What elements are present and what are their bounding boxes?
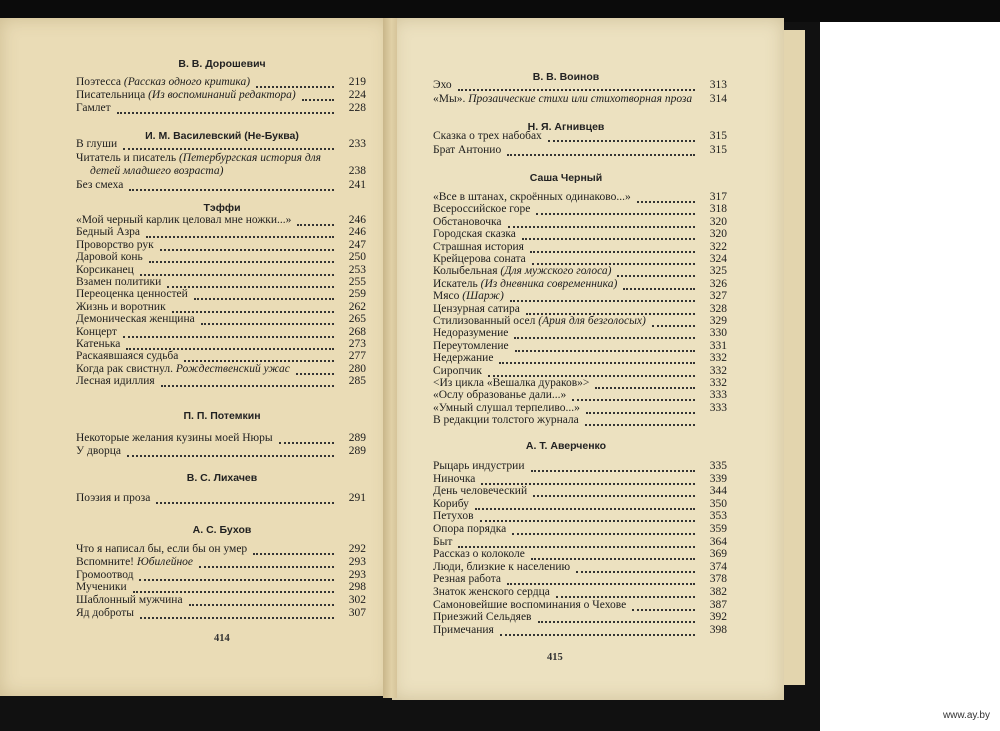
entry-page-number: 291 xyxy=(348,492,366,504)
entry-page-number: 332 xyxy=(709,364,727,377)
author-heading: А. С. Бухов xyxy=(192,524,252,536)
dot-leader xyxy=(167,276,334,288)
entry-subtitle: Юбилейное xyxy=(136,555,194,568)
entry-page-number: 277 xyxy=(348,350,366,363)
toc-entry-title[interactable] xyxy=(433,460,525,473)
toc-entry-title[interactable] xyxy=(76,276,161,289)
dot-leader xyxy=(500,624,695,636)
entry-page-number: 289 xyxy=(348,432,366,444)
entry-title: Ниночка xyxy=(433,472,476,485)
toc-entry-title[interactable] xyxy=(76,350,178,363)
dot-leader xyxy=(189,594,334,606)
toc-entry-title[interactable] xyxy=(76,375,155,388)
dot-leader xyxy=(279,432,334,444)
entry-page-number: 315 xyxy=(709,130,727,142)
entry-title: Громоотвод xyxy=(76,568,134,581)
entry-title: Переоценка ценностей xyxy=(76,288,188,301)
dot-leader xyxy=(129,179,334,191)
entry-page-number: 398 xyxy=(709,623,727,636)
toc-entry-title[interactable] xyxy=(433,611,532,624)
author-heading: Саша Черный xyxy=(529,172,603,184)
toc-entry-title[interactable] xyxy=(433,377,589,390)
book-gutter xyxy=(383,18,397,698)
toc-entry-title[interactable] xyxy=(433,548,525,561)
dot-leader xyxy=(297,214,334,226)
dot-leader xyxy=(617,265,695,277)
toc-entry-title[interactable] xyxy=(76,363,290,376)
dot-leader xyxy=(140,264,334,276)
toc-entry-title[interactable] xyxy=(76,581,127,594)
toc-entry-title[interactable] xyxy=(433,228,516,241)
toc-entry-title[interactable] xyxy=(433,303,520,316)
toc-entry-title[interactable] xyxy=(433,130,542,143)
dot-leader xyxy=(510,290,695,302)
toc-entry-title[interactable] xyxy=(433,473,475,486)
toc-entry-title[interactable] xyxy=(433,278,617,291)
dot-leader xyxy=(515,340,695,352)
entry-title: Знаток женского сердца xyxy=(433,586,550,598)
watermark: www.ay.by xyxy=(942,710,990,721)
toc-entry-title[interactable] xyxy=(433,536,452,549)
entry-page-number: 320 xyxy=(709,215,727,228)
toc-entry-title[interactable] xyxy=(76,264,134,277)
dot-leader xyxy=(127,445,334,457)
entry-title: Колыбельная xyxy=(433,265,498,278)
entry-page-number: 329 xyxy=(709,315,727,327)
entry-page-number: 392 xyxy=(709,611,727,624)
entry-title: Самоновейшие воспоминания о Чехове xyxy=(433,598,627,611)
entry-page-number: 250 xyxy=(348,251,366,264)
dot-leader xyxy=(458,79,695,91)
author-heading: В. С. Лихачев xyxy=(186,472,258,484)
entry-page-number: 292 xyxy=(348,543,366,555)
entry-page-number: 328 xyxy=(709,302,727,315)
entry-page-number: 335 xyxy=(709,460,727,472)
dot-leader xyxy=(572,389,695,401)
entry-title: Корсиканец xyxy=(76,263,134,276)
entry-page-number: 268 xyxy=(348,325,366,338)
entry-page-number: 339 xyxy=(709,472,727,485)
entry-title: «Мы». xyxy=(433,92,466,105)
entry-title: Рыцарь индустрии xyxy=(433,460,525,472)
entry-page-number: 255 xyxy=(348,276,366,288)
entry-page-number: 313 xyxy=(709,79,727,91)
author-heading: П. П. Потемкин xyxy=(183,410,261,422)
dot-leader xyxy=(123,326,334,338)
dot-leader xyxy=(538,611,696,623)
entry-page-number: 307 xyxy=(348,607,366,619)
entry-title: Петухов xyxy=(433,510,474,523)
entry-page-number: 382 xyxy=(709,586,727,598)
toc-entry-title[interactable] xyxy=(76,301,166,314)
entry-page-number: 387 xyxy=(709,598,727,611)
entry-title: День человеческий xyxy=(433,485,528,498)
dot-leader xyxy=(480,510,695,522)
entry-title: Недержание xyxy=(433,352,494,365)
entry-page-number: 293 xyxy=(348,568,366,581)
entry-title: Бедный Азра xyxy=(76,226,141,239)
toc-entry-title[interactable] xyxy=(433,365,482,378)
dot-leader xyxy=(623,278,695,290)
toc-entry-title[interactable] xyxy=(76,338,120,351)
entry-page-number: 246 xyxy=(348,226,366,239)
entry-page-number: 325 xyxy=(709,265,727,278)
entry-page-number: 364 xyxy=(709,535,727,548)
dot-leader xyxy=(201,313,334,325)
toc-entry-title[interactable] xyxy=(76,179,123,192)
entry-title: Искатель xyxy=(433,277,478,290)
entry-title: Поэтесса xyxy=(76,76,122,88)
entry-page-number: 332 xyxy=(709,352,727,365)
entry-title: Писательница xyxy=(76,88,146,101)
entry-page-number: 333 xyxy=(709,389,727,402)
entry-page-number: 219 xyxy=(348,76,366,88)
entry-page-number: 320 xyxy=(709,228,727,241)
toc-entry-title[interactable] xyxy=(433,203,530,216)
toc-entry-title[interactable] xyxy=(433,191,631,204)
entry-page-number: 262 xyxy=(348,300,366,313)
toc-entry-title[interactable] xyxy=(433,315,646,328)
toc-entry-title[interactable] xyxy=(76,313,195,326)
toc-entry-title[interactable] xyxy=(76,556,193,569)
dot-leader xyxy=(499,352,695,364)
toc-entry-title[interactable] xyxy=(433,389,566,402)
entry-title: Некоторые желания кузины моей Нюры xyxy=(76,432,273,444)
dot-leader xyxy=(508,216,695,228)
entry-title: Яд доброты xyxy=(76,607,134,619)
entry-title: Лесная идиллия xyxy=(76,375,155,388)
toc-entry-title[interactable] xyxy=(76,326,117,339)
entry-page-number: 322 xyxy=(709,240,727,253)
toc-entry-title[interactable] xyxy=(433,561,570,574)
dot-leader xyxy=(514,327,695,339)
toc-entry-title[interactable] xyxy=(76,492,150,505)
entry-page-number: 273 xyxy=(348,338,366,350)
entry-page-number: 330 xyxy=(709,327,727,340)
entry-page-number: 265 xyxy=(348,313,366,326)
entry-page-number: 317 xyxy=(709,191,727,203)
entry-subtitle: (Петербургская история для xyxy=(178,151,322,164)
dot-leader xyxy=(149,251,334,263)
dot-leader xyxy=(302,89,334,101)
toc-entry-title[interactable] xyxy=(76,569,133,582)
toc-entry-title[interactable] xyxy=(433,265,611,278)
entry-title: Крейцерова соната xyxy=(433,253,526,265)
entry-page-number: 374 xyxy=(709,560,727,573)
entry-title: В глуши xyxy=(76,138,118,150)
entry-title: В редакции толстого журнала xyxy=(433,414,579,427)
entry-page-number: 253 xyxy=(348,263,366,276)
dot-leader xyxy=(184,350,334,362)
toc-entry-title[interactable] xyxy=(433,144,501,157)
entry-subtitle: (Из дневника современника) xyxy=(480,277,618,290)
entry-title: Вспомните! xyxy=(76,555,135,568)
entry-page-number: 350 xyxy=(709,497,727,510)
toc-entry-title[interactable] xyxy=(76,239,154,252)
dot-leader xyxy=(522,228,695,240)
dot-leader xyxy=(530,241,695,253)
entry-title: Демоническая женщина xyxy=(76,313,195,326)
entry-page-number: 224 xyxy=(348,88,366,101)
dot-leader xyxy=(576,561,695,573)
page-number: 415 xyxy=(547,652,563,663)
toc-entry-title[interactable] xyxy=(433,241,524,254)
dot-leader xyxy=(556,586,695,598)
entry-page-number: 228 xyxy=(348,101,366,114)
toc-entry-title[interactable] xyxy=(433,402,580,415)
entry-title: Обстановочка xyxy=(433,215,502,228)
entry-title: Мученики xyxy=(76,581,127,594)
toc-entry-title[interactable] xyxy=(76,102,111,115)
entry-page-number: 238 xyxy=(348,165,366,177)
entry-subtitle: (Шарж) xyxy=(462,290,504,303)
entry-title: «Мой черный карлик целовал мне ножки...» xyxy=(76,214,292,226)
toc-entry-title[interactable] xyxy=(433,523,506,536)
entry-subtitle: (Из воспоминаний редактора) xyxy=(148,88,296,101)
entry-page-number: 298 xyxy=(348,581,366,594)
entry-title: Раскаявшаяся судьба xyxy=(76,350,179,363)
toc-entry-title[interactable] xyxy=(433,253,526,266)
dot-leader xyxy=(156,492,334,504)
entry-title: Приезжий Сельдяев xyxy=(433,611,532,624)
entry-subtitle: Прозаические стихи или стихотворная проза xyxy=(468,92,693,105)
entry-title: У дворца xyxy=(76,445,121,458)
dot-leader xyxy=(488,365,695,377)
entry-title: Примечания xyxy=(433,623,494,636)
dot-leader xyxy=(526,303,695,315)
dot-leader xyxy=(475,498,695,510)
entry-title: Что я написал бы, если бы он умер xyxy=(76,543,248,555)
toc-entry-title[interactable] xyxy=(433,599,626,612)
toc-entry-title[interactable] xyxy=(76,138,117,151)
toc-entry-title[interactable] xyxy=(433,216,502,229)
dot-leader xyxy=(194,288,334,300)
entry-title: Цензурная сатира xyxy=(433,302,520,315)
toc-entry-title[interactable] xyxy=(76,89,296,102)
toc-entry-title[interactable] xyxy=(433,586,550,599)
entry-page-number: 246 xyxy=(348,214,366,226)
toc-entry-title[interactable] xyxy=(76,152,321,165)
author-heading: В. В. Воинов xyxy=(532,71,600,83)
entry-page-number: 314 xyxy=(709,92,727,105)
toc-entry-title[interactable] xyxy=(433,573,501,586)
dot-leader xyxy=(123,138,334,150)
toc-entry-title[interactable] xyxy=(433,340,509,353)
dot-leader xyxy=(532,253,695,265)
toc-entry-title[interactable] xyxy=(76,76,250,89)
dot-leader xyxy=(117,102,334,114)
toc-entry-continuation: детей младшего возраста) xyxy=(90,165,224,177)
entry-title: Мясо xyxy=(433,290,460,303)
entry-page-number: 280 xyxy=(348,362,366,375)
dot-leader xyxy=(133,581,334,593)
dot-leader xyxy=(632,599,695,611)
entry-title: Концерт xyxy=(76,325,117,338)
entry-title: Брат Антонио xyxy=(433,143,502,156)
entry-subtitle: Рождественский ужас xyxy=(175,362,290,375)
entry-page-number: 233 xyxy=(348,138,366,150)
entry-title: Недоразумение xyxy=(433,327,509,340)
entry-title: Резная работа xyxy=(433,573,502,586)
entry-title: Поэзия и проза xyxy=(76,492,151,504)
dot-leader xyxy=(595,377,695,389)
dot-leader xyxy=(256,76,334,88)
entry-title: «Все в штанах, скроённых одинаково...» xyxy=(433,191,631,203)
dot-leader xyxy=(531,460,696,472)
entry-page-number: 285 xyxy=(348,375,366,388)
toc-entry-title[interactable] xyxy=(433,79,452,92)
entry-title: <Из цикла «Вешалка дураков»> xyxy=(433,377,590,389)
entry-title: Читатель и писатель xyxy=(76,151,177,164)
entry-title: Корибу xyxy=(433,497,469,510)
dot-leader xyxy=(531,548,695,560)
entry-title: Рассказ о колоколе xyxy=(433,548,525,561)
dot-leader xyxy=(507,573,695,585)
dot-leader xyxy=(585,414,695,426)
dot-leader xyxy=(126,338,334,350)
entry-subtitle: (Ария для безголосых) xyxy=(538,315,646,327)
toc-entry-title[interactable] xyxy=(76,594,183,607)
toc-entry-title[interactable] xyxy=(76,607,134,620)
entry-title: Всероссийское горе xyxy=(433,203,531,216)
dot-leader xyxy=(458,536,695,548)
entry-title: «Умный слушал терпеливо...» xyxy=(433,401,580,414)
dot-leader xyxy=(161,375,334,387)
entry-title: Без смеха xyxy=(76,178,124,191)
entry-page-number: 344 xyxy=(709,485,727,498)
dot-leader xyxy=(160,239,334,251)
entry-title: Переутомление xyxy=(433,339,509,352)
toc-entry-title[interactable] xyxy=(76,445,121,458)
entry-page-number: 369 xyxy=(709,548,727,561)
toc-entry-title[interactable] xyxy=(433,327,508,340)
author-heading: А. Т. Аверченко xyxy=(525,440,607,452)
dot-leader xyxy=(652,315,695,327)
toc-entry-title[interactable] xyxy=(76,226,140,239)
dot-leader xyxy=(586,402,695,414)
entry-title: Быт xyxy=(433,535,453,548)
dot-leader xyxy=(548,130,695,142)
toc-entry-title[interactable] xyxy=(433,352,493,365)
entry-title: Взамен политики xyxy=(76,276,162,288)
entry-title: Жизнь и воротник xyxy=(76,300,166,313)
entry-subtitle: (Рассказ одного критика) xyxy=(123,76,251,88)
entry-page-number: 331 xyxy=(709,339,727,352)
author-heading: В. В. Дорошевич xyxy=(178,58,266,70)
dot-leader xyxy=(296,363,334,375)
toc-entry-title[interactable] xyxy=(76,288,188,301)
toc-entry-title[interactable] xyxy=(76,251,143,264)
entry-title: Даровой конь xyxy=(76,251,143,264)
dot-leader xyxy=(507,144,695,156)
entry-page-number: 324 xyxy=(709,253,727,265)
entry-page-number: 293 xyxy=(348,555,366,568)
dot-leader xyxy=(536,203,695,215)
dot-leader xyxy=(139,569,334,581)
entry-title: Катенька xyxy=(76,338,121,350)
toc-entry-title[interactable] xyxy=(433,290,504,303)
entry-page-number: 315 xyxy=(709,143,727,156)
entry-page-number: 241 xyxy=(348,178,366,191)
entry-subtitle: (Для мужского голоса) xyxy=(500,265,612,278)
entry-title: Сказка о трех набобах xyxy=(433,130,542,142)
entry-page-number: 302 xyxy=(348,594,366,607)
entry-page-number: 247 xyxy=(348,238,366,251)
author-heading: Тэффи xyxy=(203,202,241,214)
dot-leader xyxy=(533,485,695,497)
dot-leader xyxy=(512,523,695,535)
entry-title: Опора порядка xyxy=(433,523,507,535)
dot-leader xyxy=(172,301,334,313)
entry-title: «Ослу образованье дали...» xyxy=(433,389,567,402)
entry-page-number: 333 xyxy=(709,401,727,414)
entry-page-number: 259 xyxy=(348,288,366,301)
page-number: 414 xyxy=(214,633,230,644)
entry-page-number: 378 xyxy=(709,573,727,586)
entry-page-number: 332 xyxy=(709,377,727,389)
entry-page-number: 327 xyxy=(709,290,727,303)
dot-leader xyxy=(199,556,334,568)
entry-title: Стилизованный осел xyxy=(433,315,536,327)
toc-entry-title[interactable] xyxy=(433,485,527,498)
entry-title: Люди, близкие к населению xyxy=(433,560,571,573)
toc-entry-title[interactable] xyxy=(76,214,291,227)
toc-entry-title[interactable] xyxy=(433,498,469,511)
entry-title: Шаблонный мужчина xyxy=(76,594,183,607)
dot-leader xyxy=(140,607,334,619)
entry-page-number: 318 xyxy=(709,203,727,216)
entry-title: Гамлет xyxy=(76,101,111,114)
entry-title: Когда рак свистнул. xyxy=(76,362,173,375)
dot-leader xyxy=(253,543,334,555)
entry-page-number: 359 xyxy=(709,523,727,535)
entry-page-number: 353 xyxy=(709,510,727,523)
entry-title: Эхо xyxy=(433,79,452,91)
dot-leader xyxy=(637,191,695,203)
author-heading: И. М. Василевский (Не-Буква) xyxy=(145,130,299,142)
toc-entry-title[interactable] xyxy=(433,510,474,523)
toc-entry-title[interactable] xyxy=(433,624,494,637)
dot-leader xyxy=(146,226,334,238)
author-heading: Н. Я. Агнивцев xyxy=(527,121,605,133)
toc-entry-title[interactable] xyxy=(76,543,247,556)
entry-title: Страшная история xyxy=(433,240,524,253)
entry-title: Городская сказка xyxy=(433,228,516,241)
entry-title: Сиропчик xyxy=(433,364,483,377)
toc-entry-title[interactable] xyxy=(76,432,273,445)
toc-entry-title[interactable] xyxy=(433,414,579,427)
toc-entry-title[interactable] xyxy=(433,93,692,106)
entry-page-number: 289 xyxy=(348,445,366,458)
entry-page-number: 326 xyxy=(709,277,727,290)
entry-title: Проворство рук xyxy=(76,238,154,251)
dot-leader xyxy=(481,473,695,485)
